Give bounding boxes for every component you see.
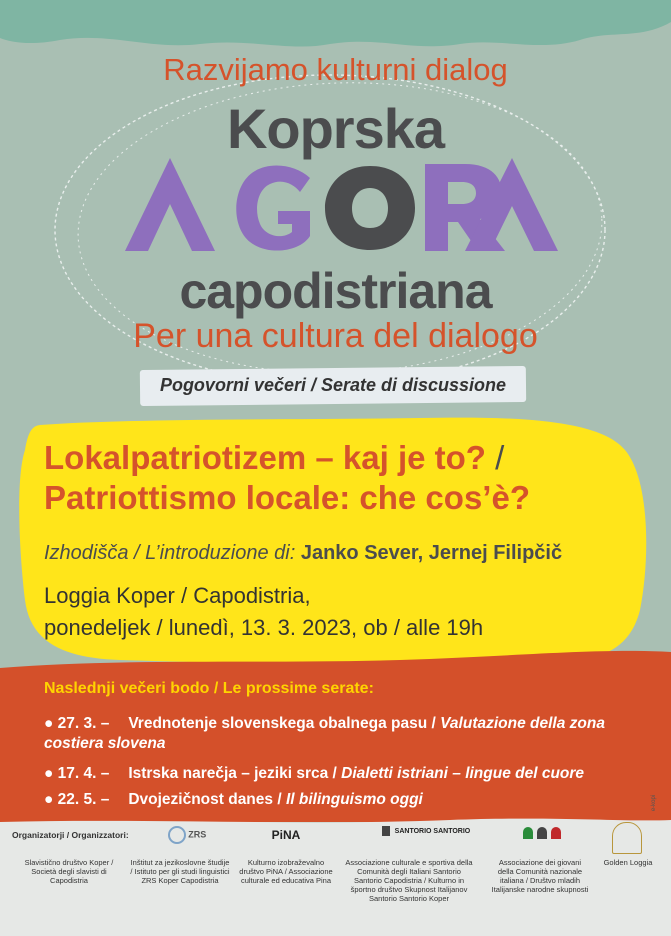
- upcoming-date: ● 27. 3. –: [44, 715, 110, 732]
- org-pina: Kulturno izobraževalno društvo PiNA / Associazione culturale ed educativa Pina: [239, 858, 333, 885]
- zrs-logo: [162, 826, 212, 844]
- title-koprska: Koprska: [226, 97, 445, 160]
- event-title-separator: /: [495, 439, 505, 476]
- upcoming-item-3: [44, 790, 644, 810]
- upcoming-it: Il bilinguismo oggi: [285, 791, 423, 808]
- person-red-icon: [551, 827, 561, 839]
- pina-logo: PiNA: [271, 828, 301, 842]
- venue-block: [44, 580, 483, 644]
- event-title-sl: Lokalpatriotizem – kaj je to?: [44, 439, 486, 476]
- golden-loggia-icon: [612, 822, 642, 854]
- upcoming-heading: Naslednji večeri bodo / Le prossime serate:: [44, 680, 374, 697]
- venue-line2: ponedeljek / lunedì, 13. 3. 2023, ob / alle 19h: [44, 615, 484, 640]
- person-grey-icon: [537, 827, 547, 839]
- upcoming-sl: Istrska narečja – jeziki srca /: [128, 765, 337, 782]
- title-capodistriana: capodistriana: [179, 263, 492, 319]
- intro-line: [44, 542, 562, 565]
- upcoming-item-1: [44, 714, 644, 754]
- agora-letter-o: [325, 166, 415, 250]
- org-golden-loggia: Golden Loggia: [603, 858, 653, 867]
- venue-line1: Loggia Koper / Capodistria,: [44, 583, 311, 608]
- upcoming-it: Valutazione della zona costiera slovena: [44, 715, 605, 752]
- tagline: Pogovorni večeri / Serate di discussione: [159, 375, 507, 395]
- upcoming-item-2: [44, 764, 644, 784]
- agora-logotype: [120, 156, 560, 256]
- printer-credit: e-kopi: [651, 794, 658, 812]
- speakers: Janko Sever, Jernej Filipčič: [300, 542, 563, 564]
- person-green-icon: [523, 827, 533, 839]
- top-wave: [0, 0, 671, 47]
- upcoming-sl: Vrednotenje slovenskega obalnega pasu /: [128, 715, 436, 732]
- org-zrs: Inštitut za jezikoslovne študije / Istituto per gli studi linguistici ZRS Koper Capodistria: [130, 858, 230, 885]
- upcoming-sl: Dvojezičnost danes /: [128, 791, 282, 808]
- agora-letter-a: [125, 158, 215, 251]
- kicker-text: Razvijamo kulturni dialog: [163, 52, 508, 87]
- upcoming-it: Dialetti istriani – lingue del cuore: [341, 765, 585, 782]
- zrs-circle-icon: [168, 826, 186, 844]
- santorio-logo-text: SANTORIO SANTORIO: [394, 827, 471, 835]
- upcoming-date: ● 22. 5. –: [44, 791, 110, 808]
- organizers-label: Organizatorji / Organizzatori:: [12, 830, 129, 840]
- youth-logo: [518, 826, 566, 844]
- org-youth: Associazione dei giovani della Comunità nazionale italiana / Društvo mladih Italijanske narodne skupnosti: [491, 858, 589, 894]
- subtitle: Per una cultura del dialogo: [133, 317, 538, 355]
- event-title-it: Patriottismo locale: che cos’è?: [44, 479, 530, 516]
- event-title: [44, 438, 644, 518]
- intro-label: Izhodišča / L’introduzione di:: [44, 542, 296, 564]
- upcoming-date: ● 17. 4. –: [44, 765, 110, 782]
- santorio-logo: [356, 826, 496, 836]
- org-slavisticno: Slavistično društvo Koper / Società degli slavisti di Capodistria: [24, 858, 114, 885]
- agora-letter-g: [236, 166, 310, 251]
- org-santorio: Associazione culturale e sportiva della Comunità degli Italiani Santorio Santorio Capodistria / Kulturno in športno društvo Skupnost Italijanov Santorio Santorio Koper: [345, 858, 473, 903]
- zrs-logo-text: ZRS: [188, 829, 207, 840]
- shield-icon: [382, 826, 390, 836]
